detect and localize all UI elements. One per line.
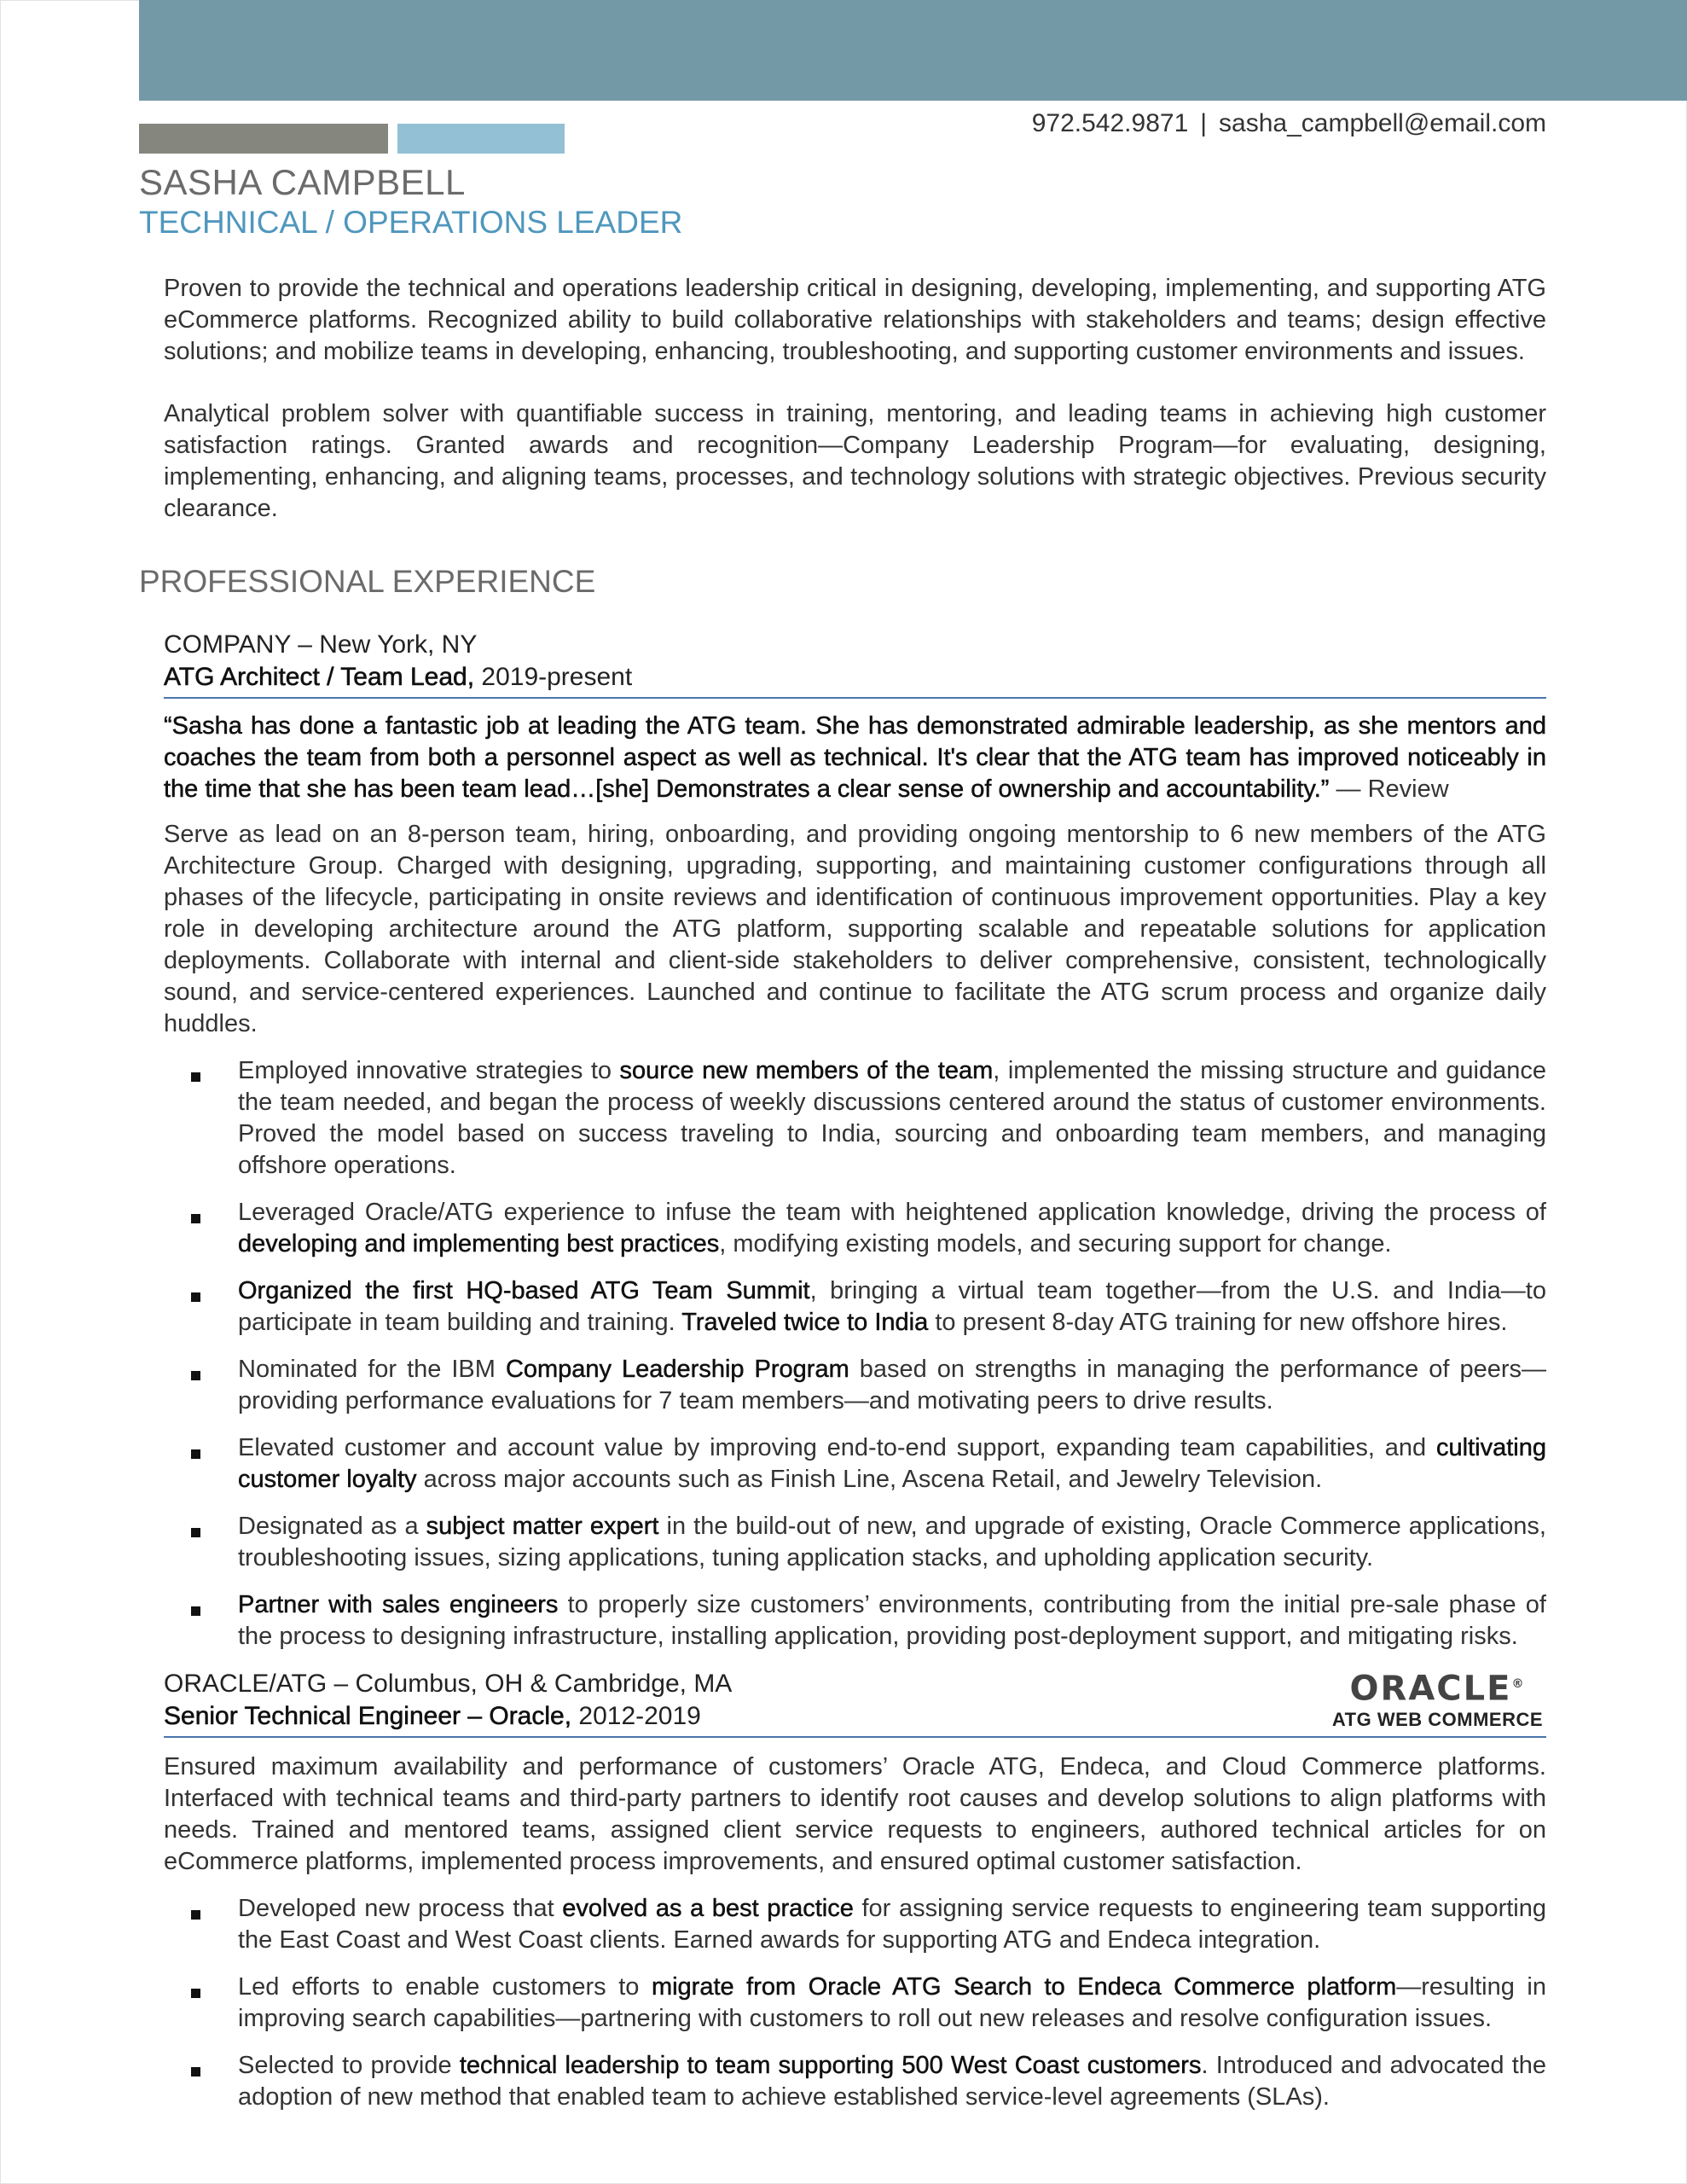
job-dates: 2019-present (474, 663, 633, 691)
bullet-highlight: technical leadership to team supporting 500 West Coast customers (459, 2052, 1202, 2079)
bullet-square-icon (191, 1606, 200, 1616)
phone: 972.542.9871 (1031, 109, 1189, 137)
achievement-list (164, 1055, 1546, 1653)
list-item (164, 1432, 1546, 1496)
bullet-text: to properly size customers’ environments, contributing from the initial pre-sale phase of the process to designing infrastructure, installing application, providing post-deployment support, and mitigating risks. (238, 1591, 1546, 1650)
bullet-square-icon (191, 2067, 200, 2077)
bullet-text: across major accounts such as Finish Line, Ascena Retail, and Jewelry Television. (416, 1466, 1323, 1493)
bullet-highlight: developing and implementing best practices (238, 1230, 720, 1258)
bullet-text: , bringing a virtual team together—from the U.S. and India—to participate in team building and training. (238, 1277, 1546, 1336)
job-title: ATG Architect / Team Lead, (164, 663, 475, 691)
list-item (164, 1055, 1546, 1182)
bullet-text: Designated as a (238, 1513, 426, 1540)
oracle-wordmark (1329, 1665, 1546, 1707)
job-title-line (164, 661, 1546, 694)
bullet-text: in the build-out of new, and upgrade of existing, Oracle Commerce applications, troubleshooting issues, sizing applications, tuning application stacks, and upholding application security. (238, 1513, 1546, 1571)
accent-bar-gray (139, 124, 388, 154)
bullet-text: Developed new process that (238, 1895, 563, 1922)
job-company: COMPANY – New York, NY (164, 630, 478, 659)
bullet-text: , implemented the missing structure and guidance the team needed, and began the process of weekly discussions centered around the status of customer environments. Proved the model based on success traveling to India, sourcing and onboarding team members, and managing offshore operations. (238, 1057, 1546, 1179)
bullet-square-icon (191, 1072, 200, 1082)
bullet-text: . Introduced and advocated the adoption of new method that enabled team to achieve established service-level agreements (SLAs). (238, 2052, 1547, 2111)
list-item (164, 1893, 1546, 1956)
job-header (164, 1668, 1546, 1738)
bullet-square-icon (191, 1449, 200, 1459)
list-item (164, 1589, 1546, 1653)
oracle-wordmark-text: ORACLE (1349, 1669, 1512, 1708)
summary-paragraph: Analytical problem solver with quantifiable success in training, mentoring, and leading teams in achieving high customer satisfaction ratings. Granted awards and recognition—Company Leadership Program—for evaluating, designing, implementing, enhancing, and aligning teams, processes, and technology solutions with strategic objectives. Previous security clearance. (164, 400, 1546, 522)
bullet-highlight: cultivating customer loyalty (238, 1434, 1546, 1493)
header-color-band (139, 0, 1687, 101)
job-dates: 2012-2019 (571, 1702, 701, 1730)
section-heading-experience: PROFESSIONAL EXPERIENCE (139, 564, 596, 599)
bullet-highlight: Partner with sales engineers (238, 1591, 559, 1618)
resume-content (139, 273, 1547, 2129)
list-item (164, 1354, 1546, 1417)
quote-source: — Review (1329, 775, 1449, 803)
bullet-text: , modifying existing models, and securing support for change. (719, 1230, 1392, 1258)
bullet-text: based on strengths in managing the performance of peers—providing performance evaluations for 7 team members—and motivating peers to drive results. (238, 1356, 1546, 1414)
job-description: Ensured maximum availability and performance of customers’ Oracle ATG, Endeca, and Cloud Commerce platforms. Interfaced with technical teams and third-party partners to identify root causes and develop solutions to align platforms with needs. Trained and mentored teams, assigned client service requests to engineers, authored technical articles for on eCommerce platforms, implemented process improvements, and ensured optimal customer satisfaction. (164, 1753, 1546, 1875)
bullet-square-icon (191, 1214, 200, 1223)
contact-info (1032, 109, 1546, 138)
bullet-text: Employed innovative strategies to (238, 1057, 620, 1084)
list-item (164, 1275, 1546, 1339)
bullet-text: Elevated customer and account value by improving end-to-end support, expanding team capabilities, and (238, 1434, 1437, 1461)
bullet-square-icon (191, 1989, 200, 1998)
oracle-logo (1329, 1665, 1546, 1733)
bullet-text: for assigning service requests to engineering team supporting the East Coast and West Coast clients. Earned awards for supporting ATG and Endeca integration. (238, 1895, 1546, 1954)
bullet-square-icon (191, 1528, 200, 1537)
bullet-highlight: Traveled twice to India (681, 1309, 929, 1336)
candidate-role: TECHNICAL / OPERATIONS LEADER (139, 205, 683, 240)
bullet-highlight: Company Leadership Program (505, 1356, 849, 1383)
bullet-text: Leveraged Oracle/ATG experience to infuse the team with heightened application knowledge, driving the process of (238, 1199, 1546, 1226)
candidate-name: SASHA CAMPBELL (139, 162, 466, 202)
list-item (164, 2050, 1546, 2113)
bullet-highlight: evolved as a best practice (562, 1895, 854, 1922)
bullet-square-icon (191, 1371, 200, 1380)
bullet-highlight: migrate from Oracle ATG Search to Endeca Commerce platform (651, 1973, 1397, 2001)
quote-text: “Sasha has done a fantastic job at leading the ATG team. She has demonstrated admirable leadership, as she mentors and coaches the team from both a personnel aspect as well as technical. It's clear that the ATG team has improved noticeably in the time that she has been team lead…[she] Demonstrates a clear sense of ownership and accountability.” (164, 712, 1546, 803)
accent-bar-blue (397, 124, 565, 154)
list-item (164, 1972, 1546, 2035)
job-title: Senior Technical Engineer – Oracle, (164, 1702, 572, 1730)
bullet-text: Led efforts to enable customers to (238, 1973, 652, 2001)
achievement-list (164, 1893, 1546, 2113)
summary-paragraph: Proven to provide the technical and operations leadership critical in designing, developing, implementing, and supporting ATG eCommerce platforms. Recognized ability to build collaborative relationships with stakeholders and teams; design effective solutions; and mobilize teams in developing, enhancing, troubleshooting, and supporting customer environments and issues. (164, 275, 1546, 365)
bullet-square-icon (191, 1910, 200, 1920)
bullet-text: Nominated for the IBM (238, 1356, 506, 1383)
list-item (164, 1511, 1546, 1574)
bullet-highlight: Organized the first HQ-based ATG Team Summit (238, 1277, 810, 1304)
email: sasha_campbell@email.com (1219, 109, 1546, 137)
oracle-subtitle: ATG WEB COMMERCE (1331, 1709, 1544, 1730)
contact-separator: | (1200, 109, 1208, 137)
registered-mark: ® (1511, 1676, 1526, 1691)
bullet-text: Selected to provide (238, 2052, 460, 2079)
bullet-highlight: source new members of the team (619, 1057, 994, 1084)
bullet-highlight: subject matter expert (426, 1513, 659, 1540)
bullet-text: to present 8-day ATG training for new offshore hires. (928, 1309, 1508, 1336)
job-company: ORACLE/ATG – Columbus, OH & Cambridge, MA (164, 1670, 733, 1698)
bullet-square-icon (191, 1292, 200, 1302)
job-description: Serve as lead on an 8-person team, hiring, onboarding, and providing ongoing mentorship to 6 new members of the ATG Architecture Group. Charged with designing, upgrading, supporting, and maintaining customer configurations through all phases of the lifecycle, participating in onsite reviews and identification of continuous improvement opportunities. Play a key role in developing architecture around the ATG platform, supporting scalable and repeatable solutions for application deployments. Collaborate with internal and client-side stakeholders to deliver comprehensive, consistent, technologically sound, and service-centered experiences. Launched and continue to facilitate the ATG scrum process and organize daily huddles. (164, 821, 1546, 1037)
job-header (164, 629, 1546, 699)
list-item (164, 1197, 1546, 1260)
review-quote (164, 711, 1546, 805)
bullet-text: —resulting in improving search capabilities—partnering with customers to roll out new releases and resolve configuration issues. (238, 1973, 1546, 2032)
